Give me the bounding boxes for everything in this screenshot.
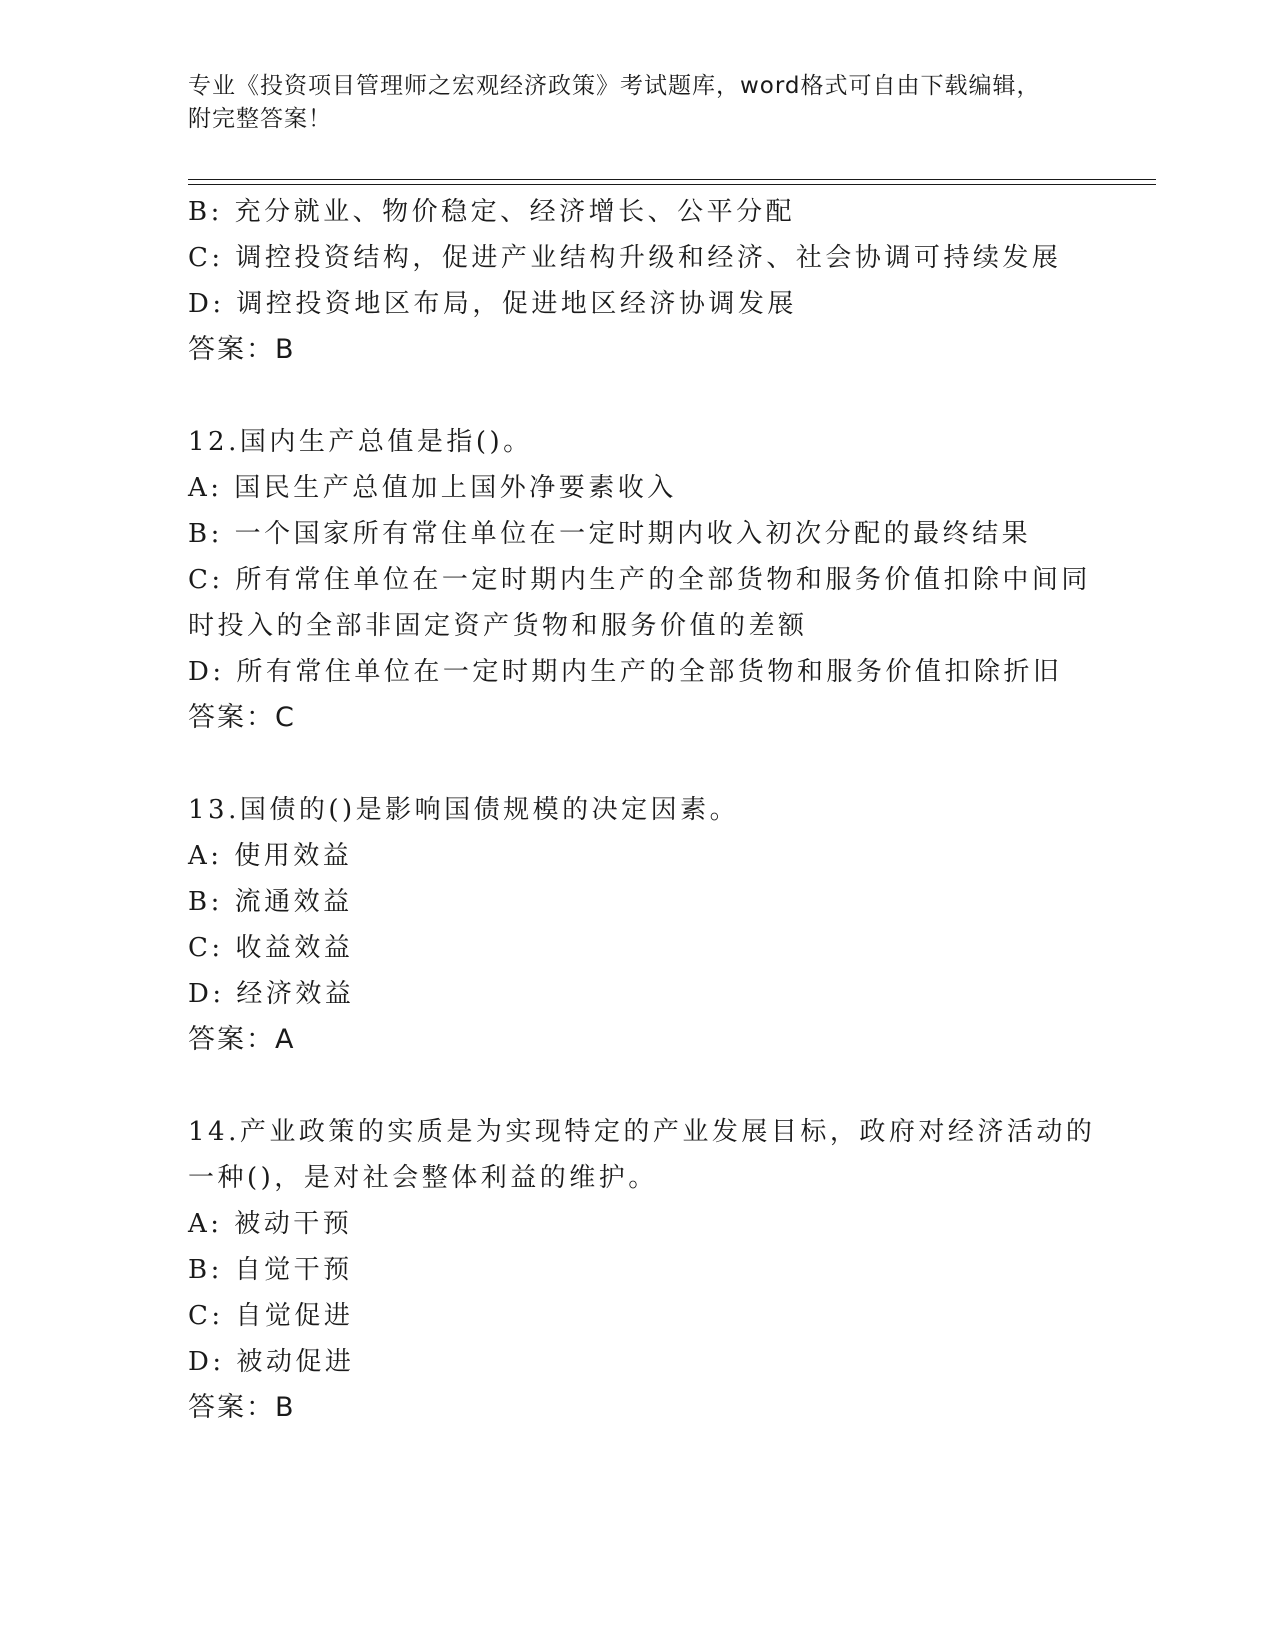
option-a: A: 使用效益 bbox=[188, 841, 353, 871]
question-12 bbox=[188, 419, 1091, 741]
question-list bbox=[188, 189, 1096, 1431]
answer: 答案：B bbox=[188, 334, 296, 365]
header-divider-bottom bbox=[188, 184, 1156, 185]
option-c: C: 收益效益 bbox=[188, 933, 354, 963]
spacer bbox=[188, 1063, 1088, 1109]
option-d: D: 所有常住单位在一定时期内生产的全部货物和服务价值扣除折旧 bbox=[188, 657, 1063, 687]
answer: 答案：B bbox=[188, 1392, 296, 1423]
option-d: D: 被动促进 bbox=[188, 1347, 355, 1377]
header-line-1: 专业《投资项目管理师之宏观经济政策》考试题库，word格式可自由下载编辑， bbox=[188, 73, 1041, 99]
spacer bbox=[188, 373, 1088, 419]
option-b: B: 一个国家所有常住单位在一定时期内收入初次分配的最终结果 bbox=[188, 519, 1032, 549]
option-a: A: 被动干预 bbox=[188, 1209, 353, 1239]
question-14 bbox=[188, 1109, 1096, 1431]
option-d: D: 调控投资地区布局，促进地区经济协调发展 bbox=[188, 289, 797, 319]
question-11 bbox=[188, 189, 1088, 373]
header-divider-top bbox=[188, 179, 1156, 180]
option-b: B: 自觉干预 bbox=[188, 1255, 353, 1285]
question-stem: 14.产业政策的实质是为实现特定的产业发展目标，政府对经济活动的 bbox=[188, 1117, 1096, 1147]
question-stem: 13.国债的()是影响国债规模的决定因素。 bbox=[188, 795, 740, 825]
option-d: D: 经济效益 bbox=[188, 979, 355, 1009]
spacer bbox=[188, 741, 1088, 787]
answer: 答案：C bbox=[188, 702, 296, 733]
option-a: A: 国民生产总值加上国外净要素收入 bbox=[188, 473, 677, 503]
document-header bbox=[188, 70, 1088, 136]
question-13 bbox=[188, 787, 1088, 1063]
question-stem: 12.国内生产总值是指()。 bbox=[188, 427, 533, 457]
option-c: C: 所有常住单位在一定时期内生产的全部货物和服务价值扣除中间同 bbox=[188, 565, 1091, 595]
option-b: B: 流通效益 bbox=[188, 887, 353, 917]
answer: 答案：A bbox=[188, 1024, 296, 1055]
option-c: C: 调控投资结构，促进产业结构升级和经济、社会协调可持续发展 bbox=[188, 243, 1062, 273]
option-b: B: 充分就业、物价稳定、经济增长、公平分配 bbox=[188, 197, 796, 227]
header-line-2: 附完整答案！ bbox=[188, 106, 332, 132]
question-stem-continued: 一种()，是对社会整体利益的维护。 bbox=[188, 1163, 658, 1193]
option-c: C: 自觉促进 bbox=[188, 1301, 354, 1331]
option-c-continued: 时投入的全部非固定资产货物和服务价值的差额 bbox=[188, 611, 808, 641]
